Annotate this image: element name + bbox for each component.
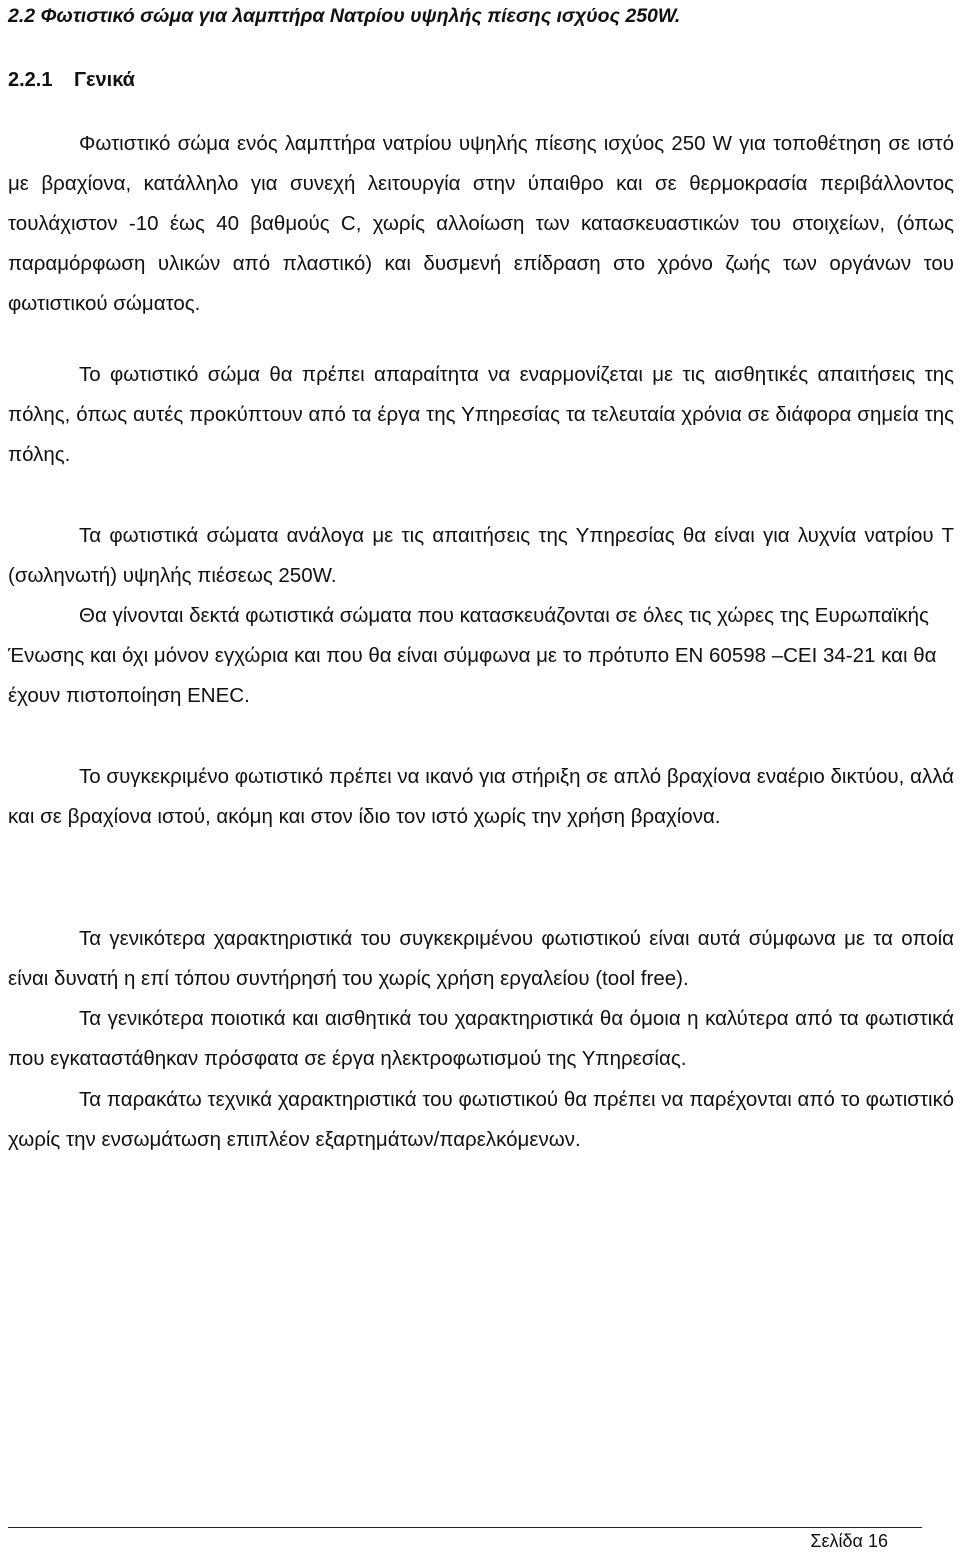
paragraph-quality: Τα γενικότερα ποιοτικά και αισθητικά του χαρακτηριστικά θα όμοια η καλύτερα από τα φωτιστικά που εγκαταστάθηκαν πρόσφατα σε έργα ηλεκτροφωτισμού της Υπηρεσίας. xyxy=(8,1007,954,1070)
paragraph-mounting: Το συγκεκριμένο φωτιστικό πρέπει να ικανό για στήριξη σε απλό βραχίονα εναέριο δικτύου, αλλά και σε βραχίονα ιστού, ακόμη και στον ίδιο τον ιστό χωρίς την χρήση βραχίονα. xyxy=(8,765,954,828)
paragraph-maintenance: Τα γενικότερα χαρακτηριστικά του συγκεκριμένου φωτιστικού είναι αυτά σύμφωνα με τα οποία είναι δυνατή η επί τόπου συντήρησή του χωρίς χρήση εργαλείου (tool free). xyxy=(8,927,954,990)
paragraph-aesthetic-requirements: Το φωτιστικό σώμα θα πρέπει απαραίτητα να εναρμονίζεται με τις αισθητικές απαιτήσεις της πόλης, όπως αυτές προκύπτουν από τα έργα της Υπηρεσίας τα τελευταία χρόνια σε διάφορα σημεία της πόλης. xyxy=(8,363,954,466)
page-number: Σελίδα 16 xyxy=(810,1531,888,1551)
paragraph-general-description: Φωτιστικό σώμα ενός λαμπτήρα νατρίου υψηλής πίεσης ισχύος 250 W για τοποθέτηση σε ιστό με βραχίονα, κατάλληλο για συνεχή λειτουργία στην ύπαιθρο και σε θερμοκρασία περιβάλλοντος τουλάχιστον -10 έως 40 βαθμούς C, χωρίς αλλοίωση των κατασκευαστικών του στοιχείων, (όπως παραμόρφωση υλικών από πλαστικό) και δυσμενή επίδραση στο χρόνο ζωής των οργάνων του φωτιστικού σώματος. xyxy=(8,132,954,315)
subsection-heading xyxy=(8,66,135,94)
paragraph-eu-standards: Θα γίνονται δεκτά φωτιστικά σώματα που κατασκευάζονται σε όλες τις χώρες της Ευρωπαϊκής Ένωσης και όχι μόνον εγχώρια και που θα είναι σύμφωνα με το πρότυπο EN 60598 –CEI 34-21 και θα έχουν πιστοποίηση ENEC. xyxy=(8,604,937,707)
subsection-number: 2.2.1 xyxy=(8,69,53,91)
paragraph-lamp-type: Τα φωτιστικά σώματα ανάλογα με τις απαιτήσεις της Υπηρεσίας θα είναι για λυχνία νατρίου Τ (σωληνωτή) υψηλής πιέσεως 250W. xyxy=(8,524,954,587)
section-heading: 2.2 Φωτιστικό σώμα για λαμπτήρα Νατρίου υψηλής πίεσης ισχύος 250W. xyxy=(8,5,681,27)
paragraph-technical-features: Τα παρακάτω τεχνικά χαρακτηριστικά του φωτιστικού θα πρέπει να παρέχονται από το φωτιστικό χωρίς την ενσωμάτωση επιπλέον εξαρτημάτων/παρελκόμενων. xyxy=(8,1088,954,1151)
subsection-title: Γενικά xyxy=(74,69,135,91)
footer-divider xyxy=(8,1527,922,1528)
